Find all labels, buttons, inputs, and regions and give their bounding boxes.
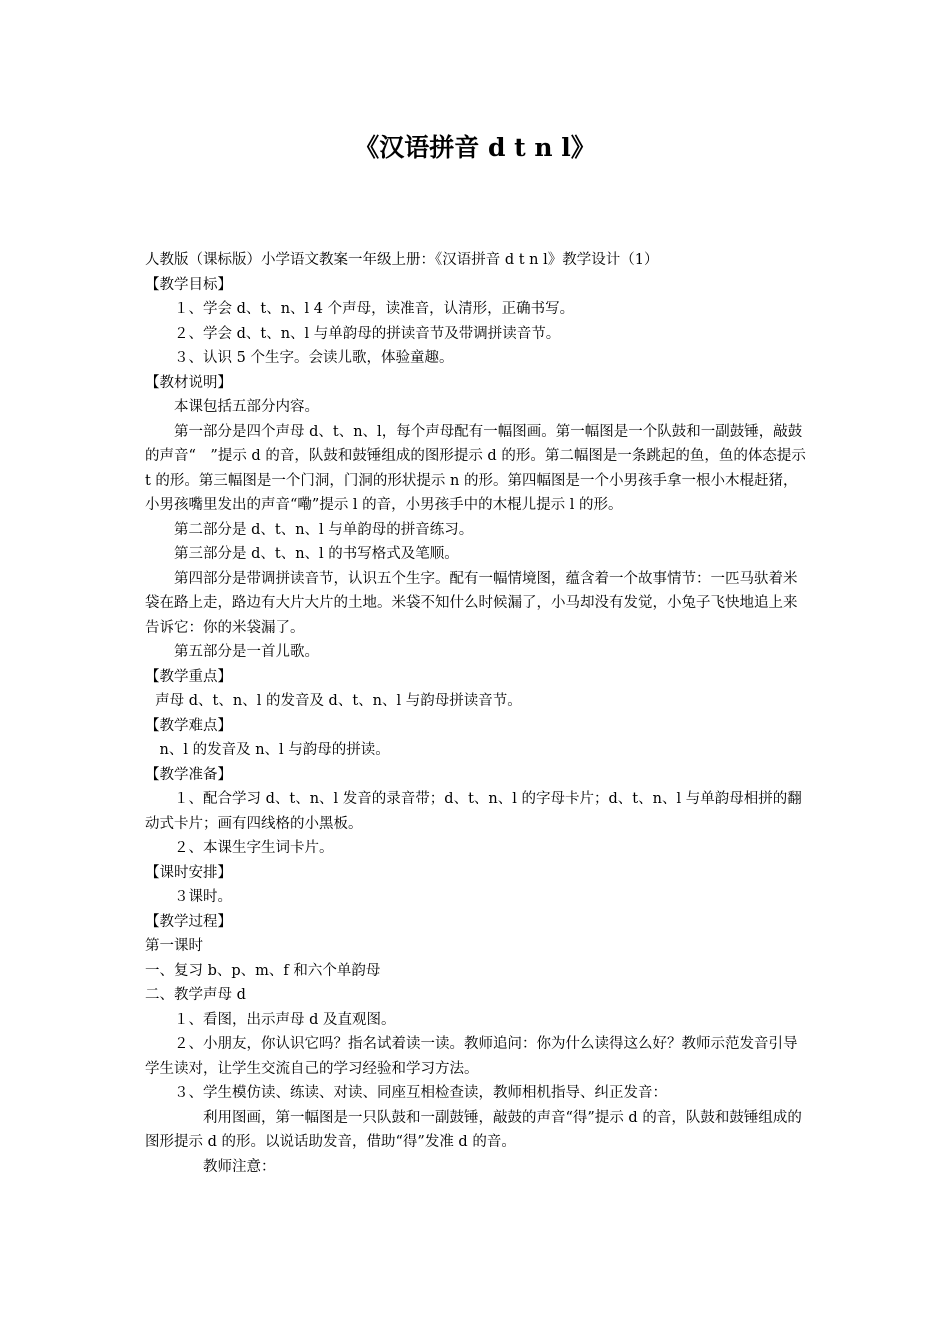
materials-paragraph: 第五部分是一首儿歌。 bbox=[174, 644, 319, 660]
difficulties-paragraph: n、l 的发音及 n、l 与韵母的拼读。 bbox=[159, 742, 390, 758]
key-points-paragraph: 声母 d、t、n、l 的发音及 d、t、n、l 与韵母拼读音节。 bbox=[155, 693, 522, 709]
process-step-1: 一、复习 b、p、m、f 和六个单韵母 bbox=[145, 962, 381, 979]
materials-paragraph: 第三部分是 d、t、n、l 的书写格式及笔顺。 bbox=[174, 546, 459, 562]
schedule-paragraph: ３课时。 bbox=[174, 889, 232, 905]
objective-item-1: １、学会 d、t、n、l 4 个声母，读准音，认清形，正确书写。 bbox=[174, 301, 575, 317]
section-heading-difficulties: 【教学难点】 bbox=[145, 717, 232, 734]
preparation-item-1: １、配合学习 d、t、n、l 发音的录音带；d、t、n、l 的字母卡片；d、t、n、l 与单韵母相拼的翻动式卡片；画有四线格的小黑板。 bbox=[145, 791, 802, 832]
process-substep-1: １、看图，出示声母 d 及直观图。 bbox=[174, 1011, 396, 1028]
document-body bbox=[145, 248, 810, 1179]
objective-item-3: ３、认识 5 个生字。会读儿歌，体验童趣。 bbox=[174, 350, 454, 366]
materials-paragraph: 第二部分是 d、t、n、l 与单韵母的拼音练习。 bbox=[174, 521, 474, 538]
section-heading-preparation: 【教学准备】 bbox=[145, 766, 232, 783]
intro-line: 人教版（课标版）小学语文教案一年级上册：《汉语拼音 d t n l》教学设计（1） bbox=[145, 252, 659, 268]
section-heading-objectives: 【教学目标】 bbox=[145, 276, 232, 293]
process-substep-2: ２、小朋友，你认识它吗？指名试着读一读。教师追问：你为什么读得这么好？教师示范发音引导学生读对，让学生交流自己的学习经验和学习方法。 bbox=[145, 1036, 798, 1077]
document-title: 《汉语拼音 d t n l》 bbox=[354, 133, 596, 162]
materials-paragraph: 本课包括五部分内容。 bbox=[174, 399, 319, 415]
materials-paragraph: 第一部分是四个声母 d、t、n、l，每个声母配有一幅图画。第一幅图是一个队鼓和一副鼓锤，敲鼓的声音“ ”提示 d 的音，队鼓和鼓锤组成的图形提示 d 的形。第二幅图是一条跳起的鱼，鱼的体态提示 t 的形。第三幅图是一个门洞，门洞的形状提示 n 的形。第四幅图是一个小男孩手拿一根小木棍赶猪，小男孩嘴里发出的声音“嘞”提示 l 的音，小男孩手中的木棍儿提示 l 的形。 bbox=[145, 423, 806, 513]
section-heading-schedule: 【课时安排】 bbox=[145, 864, 232, 881]
process-substep-3: ３、学生模仿读、练读、对读、同座互相检查读，教师相机指导、纠正发音： bbox=[174, 1085, 667, 1101]
process-step-2: 二、教学声母 d bbox=[145, 987, 246, 1003]
section-heading-key-points: 【教学重点】 bbox=[145, 668, 232, 685]
section-heading-materials: 【教材说明】 bbox=[145, 374, 232, 391]
preparation-item-2: ２、本课生字生词卡片。 bbox=[174, 840, 334, 856]
lesson-one-heading: 第一课时 bbox=[145, 938, 203, 954]
teacher-note-heading: 教师注意： bbox=[203, 1158, 276, 1175]
process-detail-paragraph: 利用图画，第一幅图是一只队鼓和一副鼓锤，敲鼓的声音“得”提示 d 的音，队鼓和鼓锤组成的图形提示 d 的形。以说话助发音，借助“得”发准 d 的音。 bbox=[145, 1109, 802, 1150]
materials-paragraph: 第四部分是带调拼读音节，认识五个生字。配有一幅情境图，蕴含着一个故事情节：一匹马驮着米袋在路上走，路边有大片大片的土地。米袋不知什么时候漏了，小马却没有发觉，小兔子飞快地追上来告诉它：你的米袋漏了。 bbox=[145, 570, 798, 636]
objective-item-2: ２、学会 d、t、n、l 与单韵母的拼读音节及带调拼读音节。 bbox=[174, 325, 561, 342]
section-heading-process: 【教学过程】 bbox=[145, 913, 232, 930]
